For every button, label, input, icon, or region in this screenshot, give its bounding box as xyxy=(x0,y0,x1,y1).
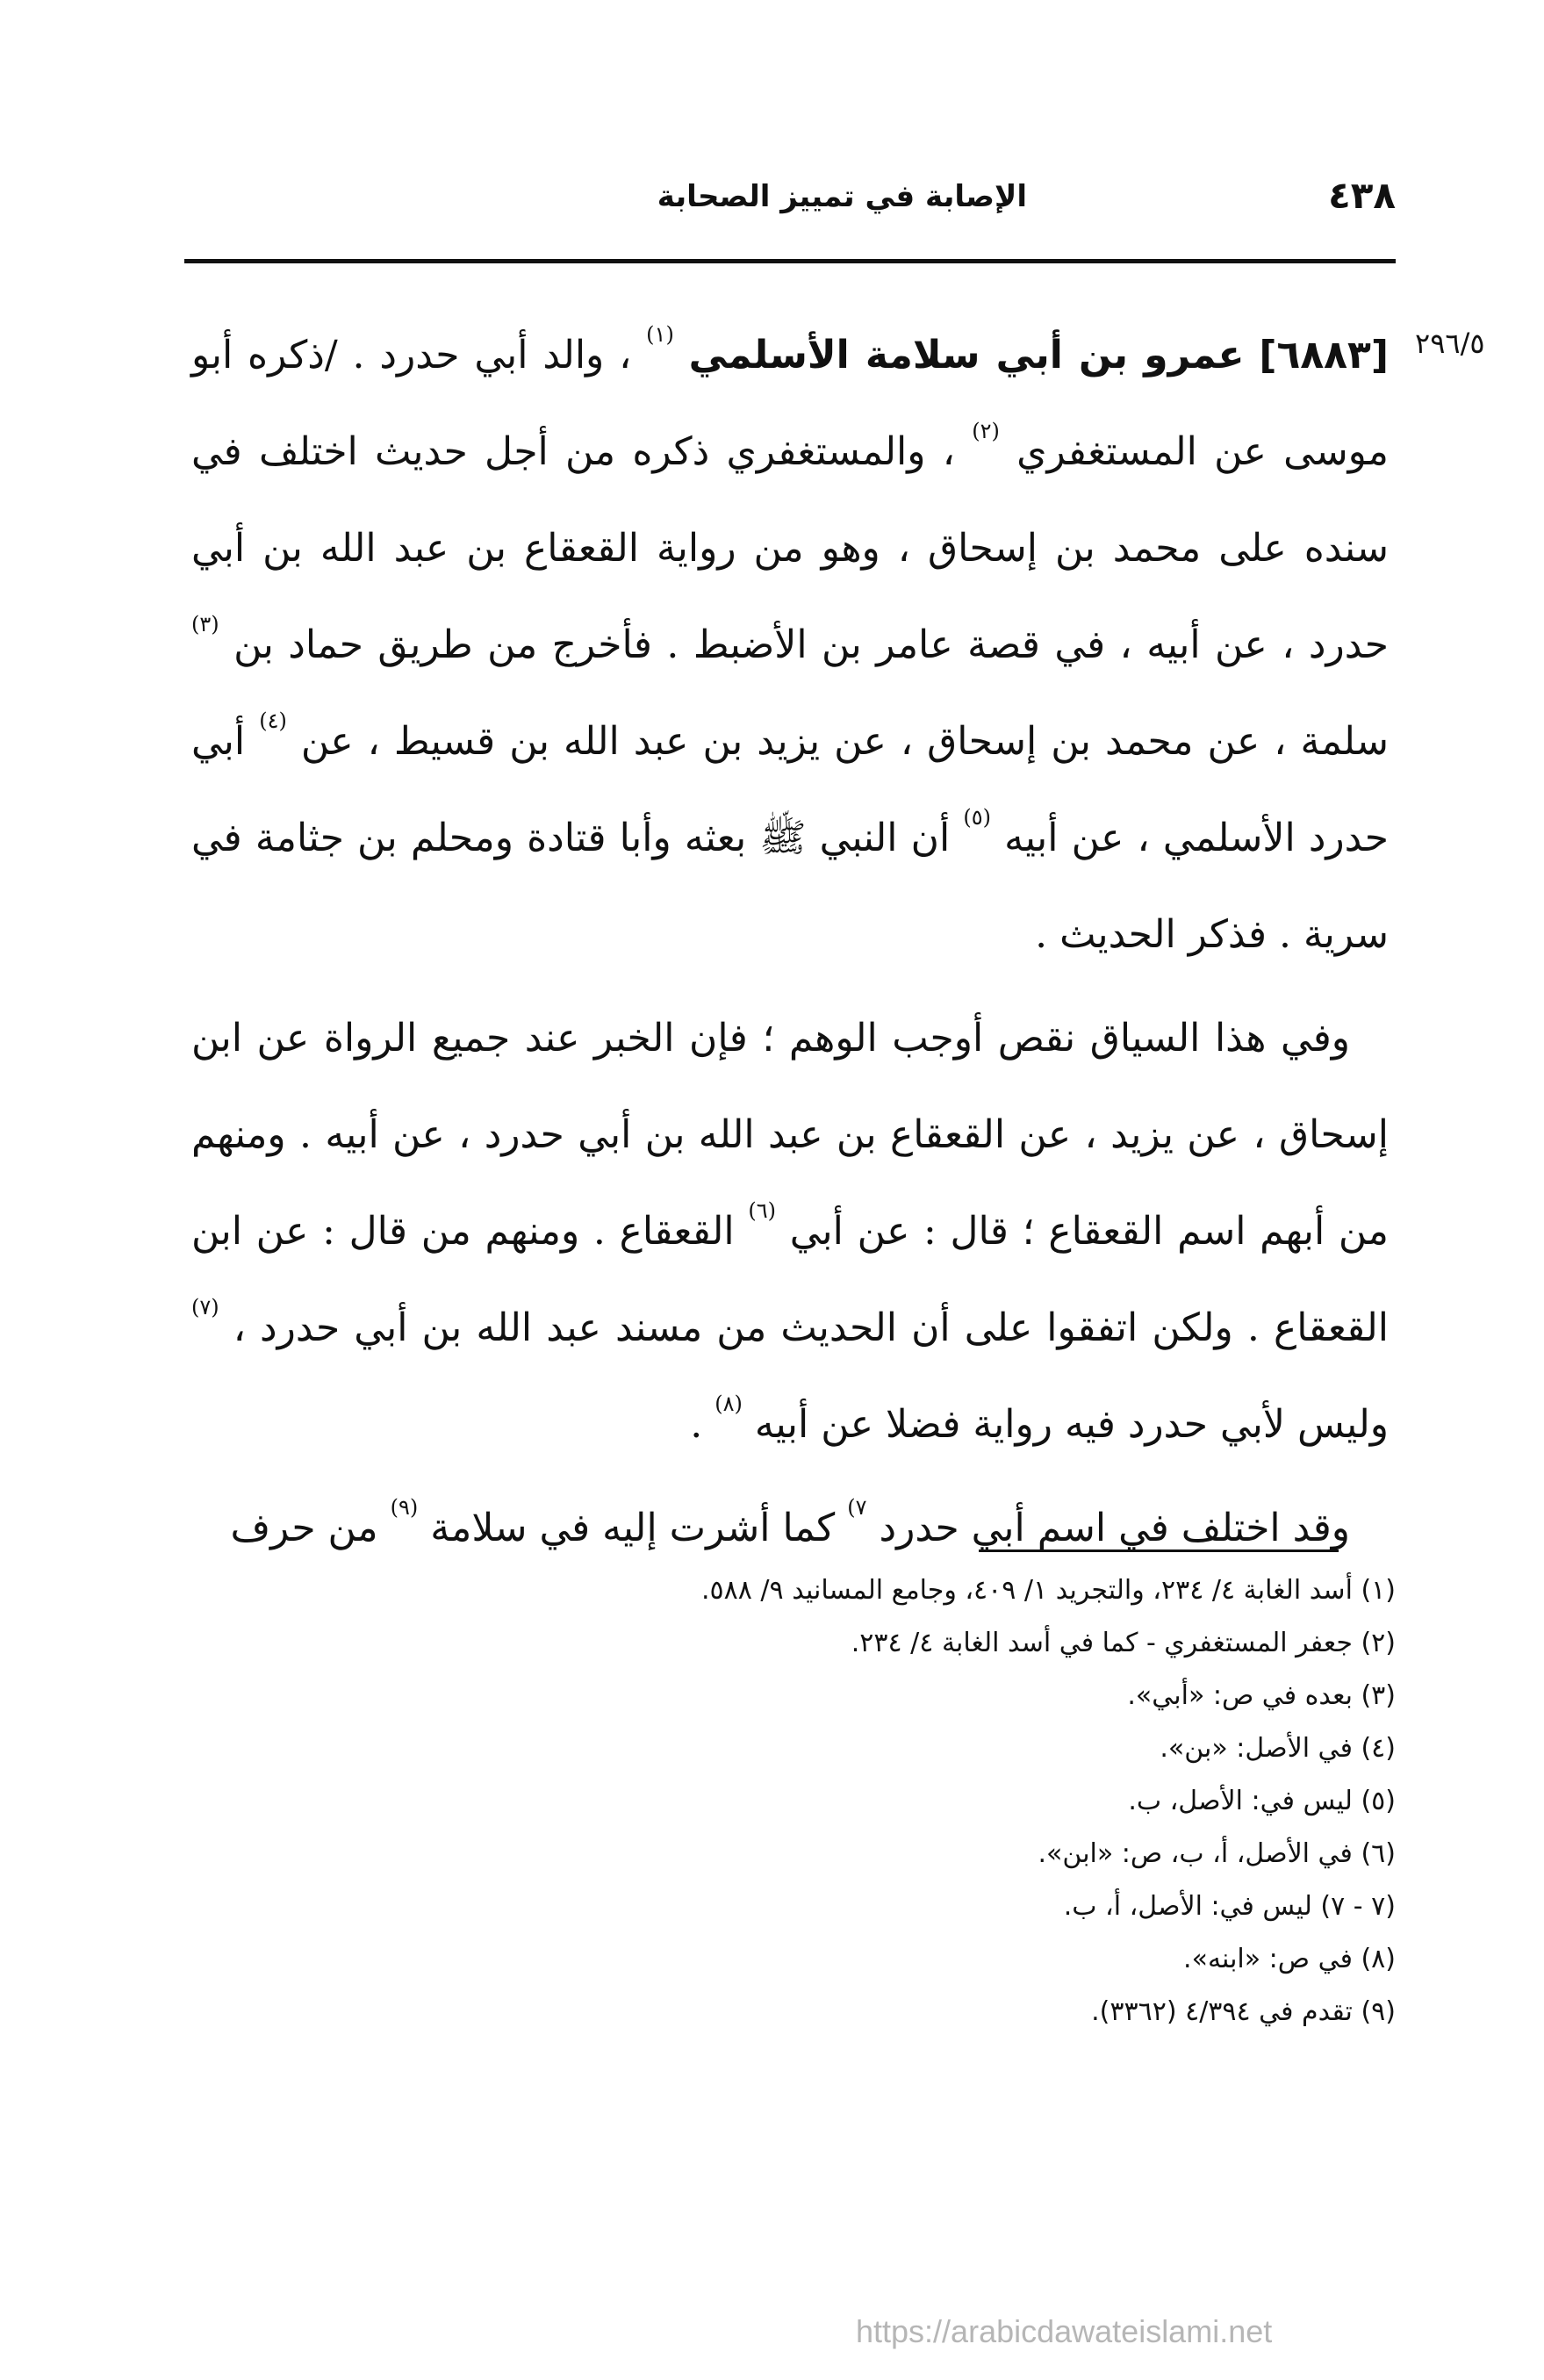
entry-name: عمرو بن أبي سلامة الأسلمي xyxy=(688,333,1245,377)
page-header xyxy=(184,167,1396,228)
paragraph-2-text-d: . xyxy=(690,1402,703,1447)
footnote-ref-7-close: ٧) xyxy=(847,1495,867,1520)
paragraph-2-text-c: وليس لأبي حدرد فيه رواية فضلا عن أبيه xyxy=(754,1402,1389,1447)
page-number: ٤٣٨ xyxy=(1328,174,1396,217)
paragraph-1-text-c: سلمة ، عن محمد بن إسحاق ، عن يزيد بن عبد الله بن قسيط ، عن xyxy=(300,719,1389,764)
header-rule xyxy=(184,259,1396,263)
footnote-item: (١) أسد الغابة ٤/ ٢٣٤، والتجريد ١/ ٤٠٩، وجامع المسانيد ٩/ ٥٨٨. xyxy=(701,1575,1396,1606)
footnote-item: (٥) ليس في: الأصل، ب. xyxy=(1128,1786,1396,1816)
footnote-ref-2: (٢) xyxy=(972,419,1000,443)
paragraph-2-text-a: وفي هذا السياق نقص أوجب الوهم ؛ فإن الخبر عند جميع الرواة عن ابن إسحاق ، عن يزيد ، عن القعقاع بن عبد الله بن أبي حدرد ، عن أبيه . ومنهم من أبهم اسم القعقاع ؛ قال : عن أبي xyxy=(191,1016,1389,1254)
footnote-ref-4: (٤) xyxy=(259,708,287,733)
footnote-ref-5: (٥) xyxy=(963,805,991,830)
paragraph-1-text-a: ، والد أبي حدرد . /ذكره أبو موسى عن المستغفري xyxy=(191,333,1389,474)
footnote-item: (٩) تقدم في ٤/٣٩٤ (٣٣٦٢). xyxy=(1091,1996,1396,2027)
paragraph-2-text-b: القعقاع . ومنهم من قال : عن ابن القعقاع . ولكن اتفقوا على أن الحديث من مسند عبد الله بن أبي حدرد ، xyxy=(191,1209,1389,1350)
footnote-ref-9: (٩) xyxy=(390,1495,419,1520)
entry-body xyxy=(191,307,1389,1577)
paragraph-3-text-b: كما أشرت إليه في سلامة xyxy=(430,1506,836,1550)
footnote-ref-6: (٦) xyxy=(748,1198,776,1223)
entry-paragraph-3 xyxy=(191,1480,1389,1577)
footnote-ref-3: (٣) xyxy=(191,612,219,636)
entry-paragraph-1 xyxy=(191,307,1389,983)
running-title: الإصابة في تمييز الصحابة xyxy=(657,179,1027,214)
footnote-item: (٦) في الأصل، أ، ب، ص: «ابن». xyxy=(1038,1838,1396,1869)
paragraph-3-text-a: وقد اختلف في اسم أبي حدرد xyxy=(879,1506,1350,1550)
footnote-separator xyxy=(979,1550,1339,1552)
paragraph-1-text-d: أبي حدرد الأسلمي ، عن أبيه xyxy=(191,719,1389,860)
footnote-ref-7-open: (٧) xyxy=(191,1295,219,1319)
footnote-item: (٨) في ص: «ابنه». xyxy=(1183,1944,1396,1974)
footnote-ref-1: (١) xyxy=(646,322,674,347)
footnote-item: (٧ - ٧) ليس في: الأصل، أ، ب. xyxy=(1063,1891,1396,1922)
watermark-url: https://arabicdawateislami.net xyxy=(856,2313,1273,2349)
footnote-ref-8: (٨) xyxy=(715,1391,743,1416)
footnote-item: (٤) في الأصل: «بن». xyxy=(1160,1733,1396,1764)
paragraph-1-text-b: ، والمستغفري ذكره من أجل حديث اختلف في سنده على محمد بن إسحاق ، وهو من رواية القعقاع بن عبد الله بن أبي حدرد ، عن أبيه ، في قصة عامر بن الأضبط . فأخرج من طريق حماد بن xyxy=(191,429,1389,667)
paragraph-3-text-c: من حرف xyxy=(230,1506,378,1550)
footnote-item: (٣) بعده في ص: «أبي». xyxy=(1127,1680,1396,1711)
entry-paragraph-2 xyxy=(191,990,1389,1473)
margin-volume-page-note: ٢٩٦/٥ xyxy=(1415,327,1485,360)
paragraph-1-text-e: أن النبي ﷺ بعثه وأبا قتادة ومحلم بن جثامة في سرية . فذكر الحديث . xyxy=(191,816,1389,957)
entry-number: [٦٨٨٣] xyxy=(1259,333,1389,377)
footnotes-list xyxy=(191,1564,1396,2038)
footnote-item: (٢) جعفر المستغفري - كما في أسد الغابة ٤/ ٢٣٤. xyxy=(851,1628,1396,1658)
